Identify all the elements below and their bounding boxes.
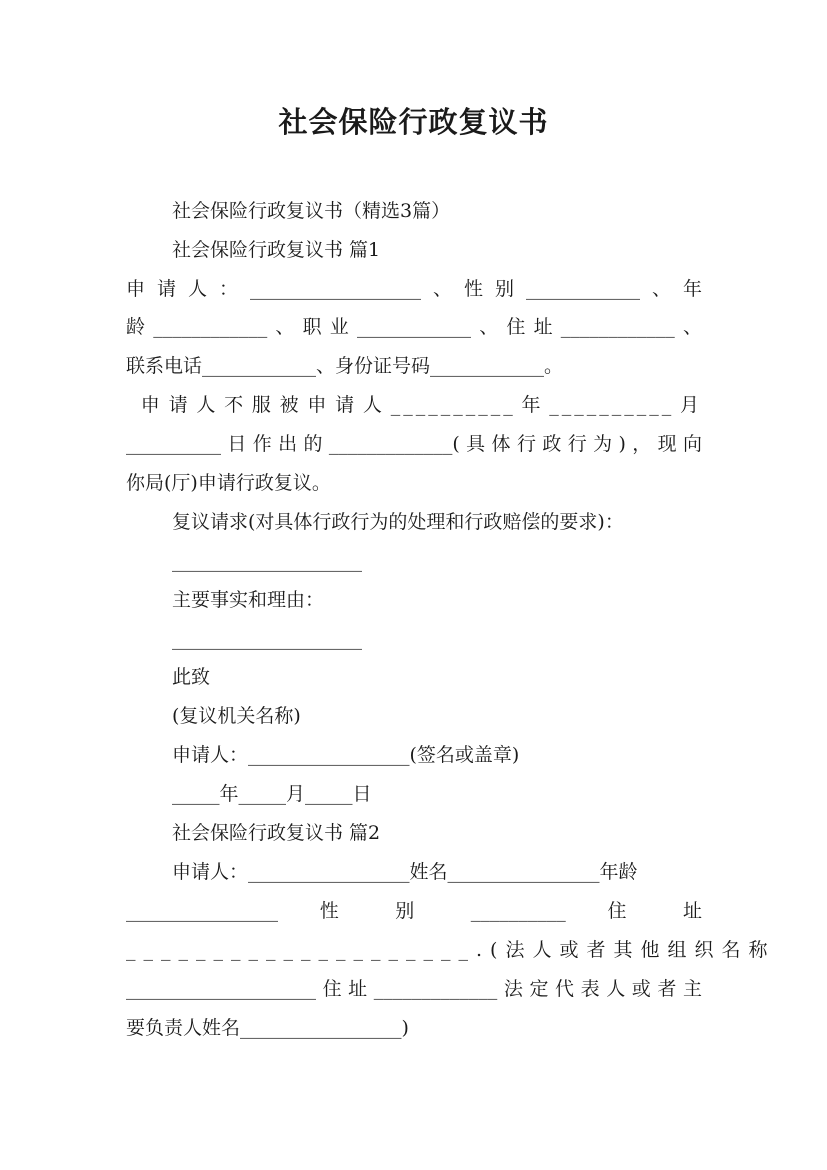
blank-line: ____________________: [172, 628, 362, 650]
section-heading-2: 社会保险行政复议书 篇2: [172, 822, 381, 844]
paragraph-line: 申请人不服被申请人__________年__________月: [126, 394, 702, 416]
paragraph-line: 你局(厅)申请行政复议。: [126, 472, 331, 494]
facts-heading: 主要事实和理由：: [172, 589, 325, 611]
blank-line: ____________________: [172, 550, 362, 572]
signature-line: 申请人：_________________(签名或盖章): [172, 744, 520, 766]
section-heading-1: 社会保险行政复议书 篇1: [172, 239, 381, 261]
form-line: 要负责人姓名_________________): [126, 1017, 409, 1039]
form-line: ________________ 性 别 __________ 住 址: [126, 900, 702, 922]
form-line: ____________________.(法人或者其他组织名称: [126, 939, 776, 961]
form-line: ____________________住址_____________法定代表人或者主: [126, 978, 702, 1000]
paragraph-line: __________日作出的_____________(具体行政行为)，现向: [126, 433, 702, 455]
document-title: 社会保险行政复议书: [278, 105, 549, 139]
date-line: _____年_____月_____日: [172, 783, 372, 805]
form-line: 龄____________、职业____________、住址____________、: [126, 316, 702, 338]
salutation: 此致: [172, 666, 211, 688]
request-heading: 复议请求(对具体行政行为的处理和行政赔偿的要求)：: [172, 511, 624, 533]
recipient-placeholder: (复议机关名称): [172, 705, 301, 727]
subtitle-selected: 社会保险行政复议书（精选3篇）: [172, 200, 451, 222]
form-line: 申请人：__________________、性别____________、年: [126, 278, 702, 300]
form-line: 申请人：_________________姓名________________年龄: [172, 861, 638, 883]
form-line: 联系电话____________、身份证号码____________。: [126, 355, 564, 377]
